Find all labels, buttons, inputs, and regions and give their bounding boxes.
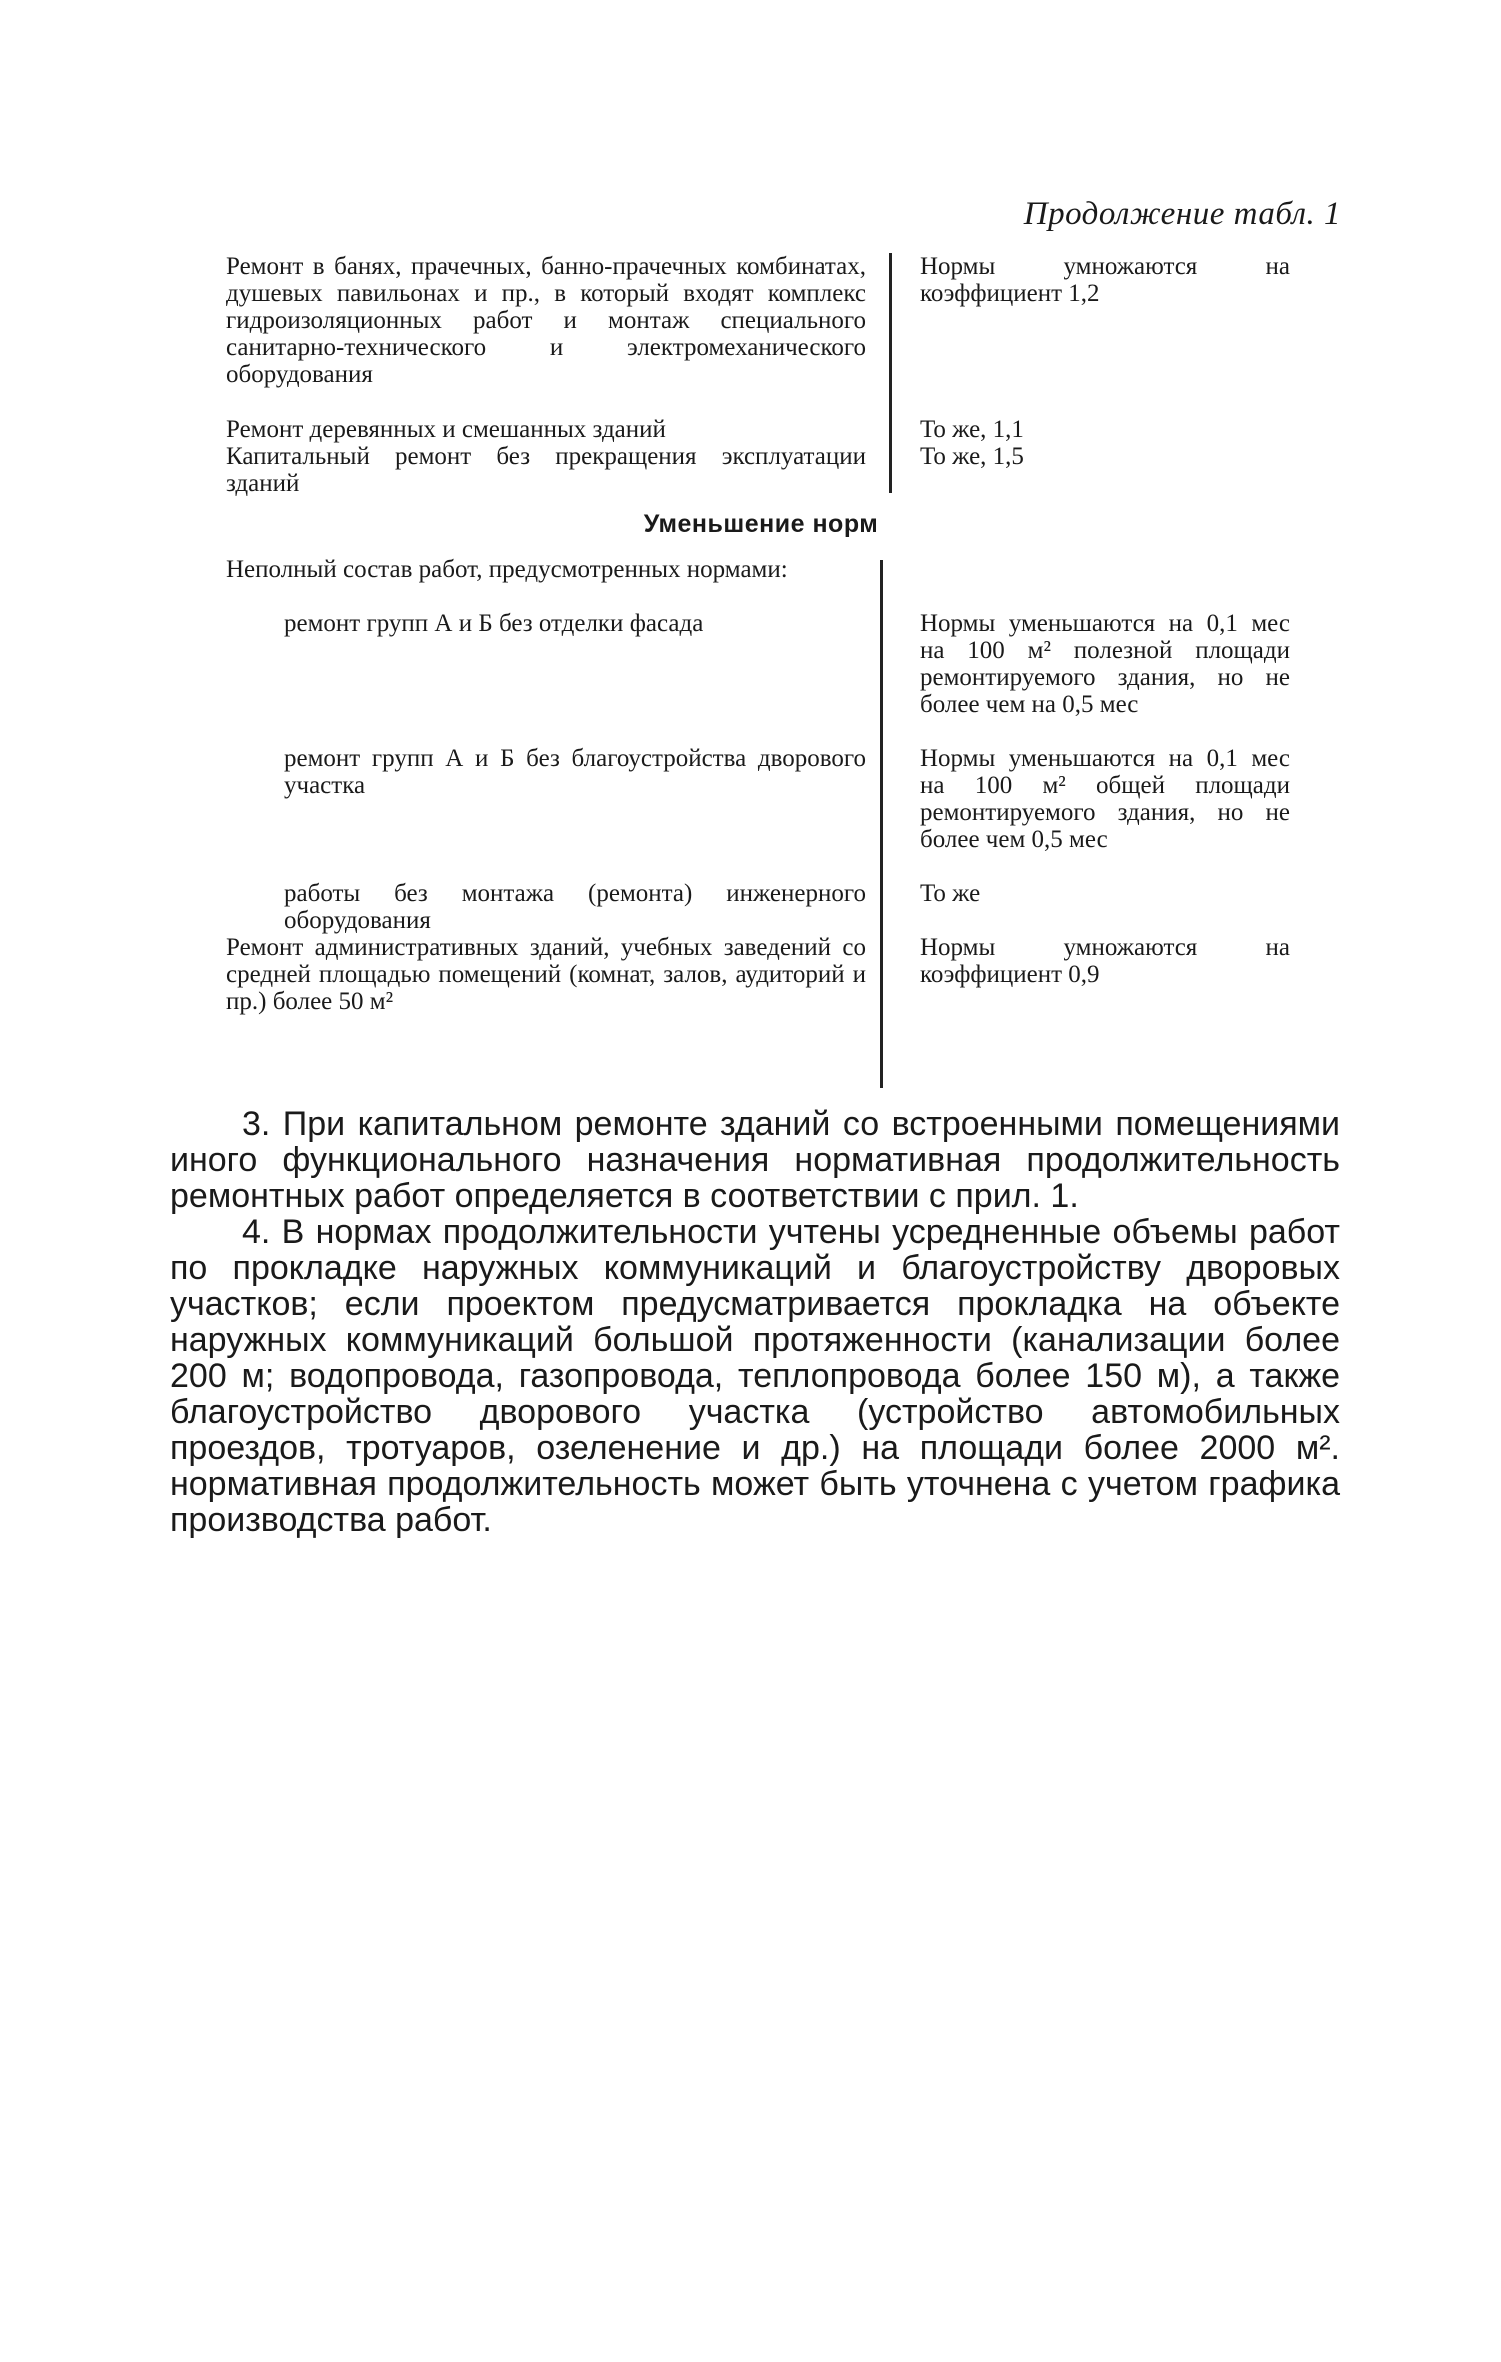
table-cell-right: Нормы уменьшаются на 0,1 мес на 100 м² общей площади ремонтируемого здания, но не более чем 0,5 мес — [920, 745, 1290, 853]
table-cell-left: ремонт групп А и Б без отделки фасада — [284, 610, 704, 637]
table-cell-left: Ремонт административных зданий, учебных заведений со средней площадью помещений (комнат, залов, аудиторий и пр.) более 50 м² — [226, 934, 866, 1015]
table-row — [226, 745, 1296, 880]
table-cell-right: Нормы умножаются на коэффициент 0,9 — [920, 934, 1290, 988]
table-row — [226, 610, 1296, 745]
table-cell-right: Нормы умножаются на коэффициент 1,2 — [920, 253, 1290, 307]
table-top — [226, 253, 1296, 497]
table-cell-left: работы без монтажа (ремонта) инженерного оборудования — [284, 880, 866, 934]
table-cell-left: Неполный состав работ, предусмотренных нормами: — [226, 556, 788, 583]
table-cell-left: Ремонт в банях, прачечных, банно-прачечных комбинатах, душевых павильонах и пр., в который входят комплекс гидроизоляционных работ и монтаж специального санитарно-технического и электромеханического оборудования — [226, 253, 866, 388]
table-cell-right: То же, 1,1 — [920, 416, 1024, 443]
table-bottom — [226, 556, 1296, 1044]
table-continuation-caption: Продолжение табл. 1 — [1023, 196, 1341, 232]
table-row — [226, 556, 1296, 610]
paragraph-4: 4. В нормах продолжительности учтены усредненные объемы работ по прокладке наружных коммуникаций и благоустройству дворовых участков; если проектом предусматривается прокладка на объекте наружных коммуникаций большой протяженности (канализации более 200 м; водопровода, газопровода, теплопровода более 150 м), а также благоустройство дворового участка (устройство автомобильных проездов, тротуаров, озеленение и др.) на площади более 2000 м². нормативная продолжительность может быть уточнена с учетом графика производства работ. — [170, 1213, 1340, 1539]
table-cell-right: То же — [920, 880, 981, 907]
table-row — [226, 880, 1296, 934]
table-cell-left: Капитальный ремонт без прекращения эксплуатации зданий — [226, 443, 866, 497]
paragraph-3: 3. При капитальном ремонте зданий со встроенными помещениями иного функционального назначения нормативная продолжительность ремонтных работ определяется в соответствии с прил. 1. — [170, 1105, 1340, 1215]
table-row — [226, 934, 1296, 1044]
table-cell-right: То же, 1,5 — [920, 443, 1024, 470]
table-row — [226, 253, 1296, 416]
table-cell-right: Нормы уменьшаются на 0,1 мес на 100 м² полезной площади ремонтируемого здания, но не более чем на 0,5 мес — [920, 610, 1290, 718]
table-row — [226, 416, 1296, 443]
section-title: Уменьшение норм — [643, 510, 879, 538]
table-cell-left: ремонт групп А и Б без благоустройства дворового участка — [284, 745, 866, 799]
table-cell-left: Ремонт деревянных и смешанных зданий — [226, 416, 666, 443]
table-row — [226, 443, 1296, 497]
